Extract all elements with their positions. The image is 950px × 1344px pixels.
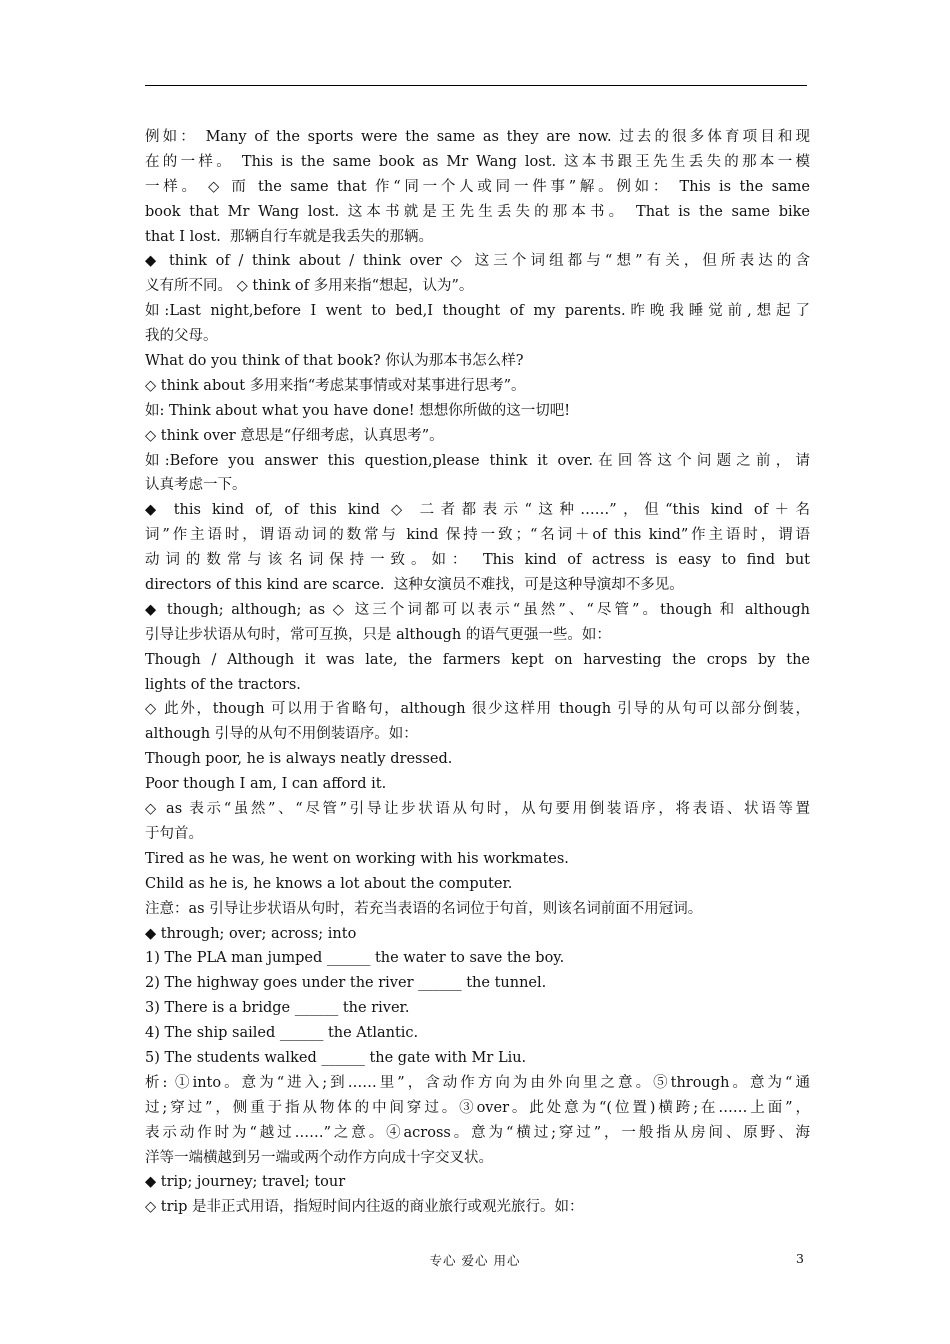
text-line: 如: Think about what you have done! 想想你所做的这一切吧! [145, 402, 571, 419]
text-line: 义有所不同。 ◇ think of 多用来指“想起，认为”。 [145, 278, 474, 295]
text-line: directors of this kind are scarce. 这种女演员不难找，可是这种导演却不多见。 [145, 577, 684, 594]
text-line: ◇ 此外，though 可以用于省略句，although 很少这样用 though 引导的从句可以部分倒装， [145, 701, 810, 718]
text-line: ◇ think over 意思是“仔细考虑，认真思考”。 [145, 427, 444, 444]
text-line: 词”作主语时，谓语动词的数常与 kind 保持一致；“名词＋of this kind”作主语时，谓语 [145, 527, 810, 544]
text-line: ◆ though; although; as ◇ 这三个词都可以表示“虽然”、“尽管”。though 和 although [145, 601, 810, 618]
text-line: lights of the tractors. [145, 676, 301, 693]
text-line: Child as he is, he knows a lot about the computer. [145, 875, 513, 892]
text-line: 如:Before you answer this question,please think it over.在回答这个问题之前，请 [145, 452, 810, 469]
text-line: 例如： Many of the sports were the same as they are now. 过去的很多体育项目和现 [145, 129, 810, 145]
text-line: ◇ as 表示“虽然”、“尽管”引导让步状语从句时，从句要用倒装语序，将表语、状语等置 [145, 801, 810, 818]
text-line: 2) The highway goes under the river ______ the tunnel. [145, 975, 547, 992]
text-line: Though poor, he is always neatly dressed. [145, 751, 453, 768]
text-line: Tired as he was, he went on working with his workmates. [145, 850, 569, 867]
text-line: 动词的数常与该名词保持一致。如： This kind of actress is easy to find but [145, 552, 810, 569]
text-line: 引导让步状语从句时，常可互换，只是 although 的语气更强一些。如： [145, 626, 611, 643]
text-line: ◇ think about 多用来指“考虑某事情或对某事进行思考”。 [145, 377, 526, 394]
text-line: Though / Although it was late, the farmers kept on harvesting the crops by the [145, 651, 810, 668]
text-line: book that Mr Wang lost. 这本书就是王先生丢失的那本书。 That is the same bike [145, 203, 810, 220]
text-line: that I lost. 那辆自行车就是我丢失的那辆。 [145, 228, 434, 245]
text-line: 我的父母。 [145, 328, 218, 345]
text-line: 4) The ship sailed ______ the Atlantic. [145, 1025, 419, 1042]
text-line: 3) There is a bridge ______ the river. [145, 1000, 410, 1017]
text-line: 于句首。 [145, 825, 203, 842]
text-line: 1) The PLA man jumped ______ the water to save the boy. [145, 950, 565, 967]
text-line: ◆ trip; journey; travel; tour [145, 1174, 346, 1191]
text-line: 析: ①into。意为“进入;到……里”，含动作方向为由外向里之意。⑤through。意为“通 [145, 1074, 810, 1091]
text-line: 洋等一端横越到另一端或两个动作方向成十字交叉状。 [145, 1149, 493, 1166]
text-line: ◆ through; over; across; into [145, 925, 357, 942]
text-line: 过;穿过”，侧重于指从物体的中间穿过。③over。此处意为“(位置)横跨;在……上面”， [145, 1099, 810, 1116]
text-line: although 引导的从句不用倒装语序。如： [145, 726, 418, 743]
page-number: 3 [796, 1251, 804, 1266]
text-line: What do you think of that book? 你认为那本书怎么样? [145, 353, 524, 370]
text-line: 认真考虑一下。 [145, 477, 247, 494]
text-line: 注意：as 引导让步状语从句时，若充当表语的名词位于句首，则该名词前面不用冠词。 [145, 900, 703, 917]
page-body [145, 125, 810, 1220]
header-rule [145, 85, 807, 86]
text-line: 一样。 ◇ 而 the same that 作“同一个人或同一件事”解。例如： This is the same [145, 178, 810, 195]
text-line: Poor though I am, I can afford it. [145, 776, 387, 793]
text-line: 如:Last night,before I went to bed,I thought of my parents.昨晚我睡觉前,想起了 [145, 303, 810, 320]
text-line: ◆ this kind of, of this kind ◇ 二者都表示“这种……”，但“this kind of＋名 [145, 502, 810, 519]
text-line: ◇ trip 是非正式用语，指短时间内往返的商业旅行或观光旅行。如： [145, 1199, 584, 1216]
text-line: ◆ think of / think about / think over ◇ 这三个词组都与“想”有关，但所表达的含 [145, 253, 810, 270]
text-line: 在的一样。 This is the same book as Mr Wang lost. 这本书跟王先生丢失的那本一模 [145, 153, 810, 170]
text-line: 表示动作时为“越过……”之意。④across。意为“横过;穿过”，一般指从房间、原野、海 [145, 1124, 810, 1141]
footer-motto: 专心 爱心 用心 [429, 1253, 521, 1268]
text-line: 5) The students walked ______ the gate with Mr Liu. [145, 1049, 527, 1066]
